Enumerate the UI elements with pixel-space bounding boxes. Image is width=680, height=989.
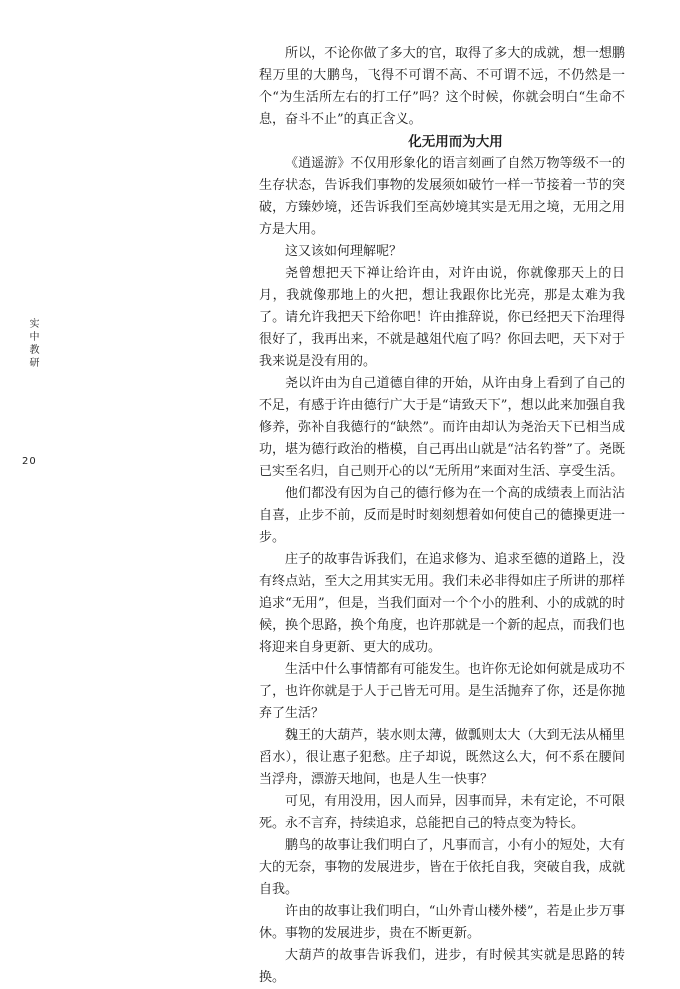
paragraph: 生活中什么事情都有可能发生。也许你无论如何就是成功不了，也许你就是于人于己皆无可用。是生活抛弃了你，还是你抛弃了生活？ bbox=[259, 662, 625, 721]
paragraph: 庄子的故事告诉我们，在追求修为、追求至德的道路上，没有终点站，至大之用其实无用。我们未必非得如庄子所讲的那样追求“无用”，但是，当我们面对一个个小的胜利、小的成就的时候，换个思路，换个角度，也许那就是一个新的起点，而我们也将迎来自身更新、更大的成功。 bbox=[259, 552, 625, 655]
paragraph: 《逍遥游》不仅用形象化的语言刻画了自然万物等级不一的生存状态，告诉我们事物的发展须如破竹一样一节接着一节的突破，方臻妙境，还告诉我们至高妙境其实是无用之境，无用之用方是大用。 bbox=[259, 156, 625, 237]
paragraph: 他们都没有因为自己的德行修为在一个高的成绩表上而沾沾自喜，止步不前，反而是时时刻刻想着如何使自己的德操更进一步。 bbox=[259, 486, 625, 545]
article-body bbox=[259, 43, 625, 989]
page-number: 20 bbox=[22, 456, 37, 467]
paragraph: 大葫芦的故事告诉我们，进步，有时候其实就是思路的转换。 bbox=[259, 948, 625, 985]
paragraph: 尧以许由为自己道德自律的开始，从许由身上看到了自己的不足，有感于许由德行广大于是“请致天下”，想以此来加强自我修养，弥补自我德行的“缺然”。而许由却认为尧治天下已相当成功，堪为德行政治的楷模，自己再出山就是“沽名钓誉”了。尧既已实至名归，自己则开心的以“无所用”来面对生活、享受生活。 bbox=[259, 376, 625, 479]
paragraph: 这又该如何理解呢？ bbox=[285, 244, 403, 259]
intro-paragraph: 所以，不论你做了多大的官，取得了多大的成就，想一想鹏程万里的大鹏鸟，飞得不可谓不高、不可谓不远，不仍然是一个“为生活所左右的打工仔”吗？这个时候，你就会明白“生命不息，奋斗不止”的真正含义。 bbox=[259, 46, 625, 127]
section-title: 化无用而为大用 bbox=[408, 134, 503, 150]
sidebar-label: 实中教研 bbox=[27, 318, 38, 370]
paragraph: 鹏鸟的故事让我们明白了，凡事而言，小有小的短处，大有大的无奈，事物的发展进步，皆在于依托自我，突破自我，成就自我。 bbox=[259, 838, 625, 897]
paragraph: 可见，有用没用，因人而异，因事而异，未有定论，不可限死。永不言弃，持续追求，总能把自己的特点变为特长。 bbox=[259, 794, 625, 831]
paragraph: 魏王的大葫芦，装水则太薄，做瓢则太大（大到无法从桶里舀水），很让惠子犯愁。庄子却说，既然这么大，何不系在腰间当浮舟，漂游天地间，也是人生一快事？ bbox=[259, 728, 625, 787]
paragraph: 许由的故事让我们明白，“山外青山楼外楼”，若是止步万事休。事物的发展进步，贵在不断更新。 bbox=[259, 904, 625, 941]
paragraph: 尧曾想把天下禅让给许由，对许由说，你就像那天上的日月，我就像那地上的火把，想让我跟你比光亮，那是太难为我了。请允许我把天下给你吧！许由推辞说，你已经把天下治理得很好了，我再出来，不就是越俎代庖了吗？你回去吧，天下对于我来说是没有用的。 bbox=[259, 266, 625, 369]
